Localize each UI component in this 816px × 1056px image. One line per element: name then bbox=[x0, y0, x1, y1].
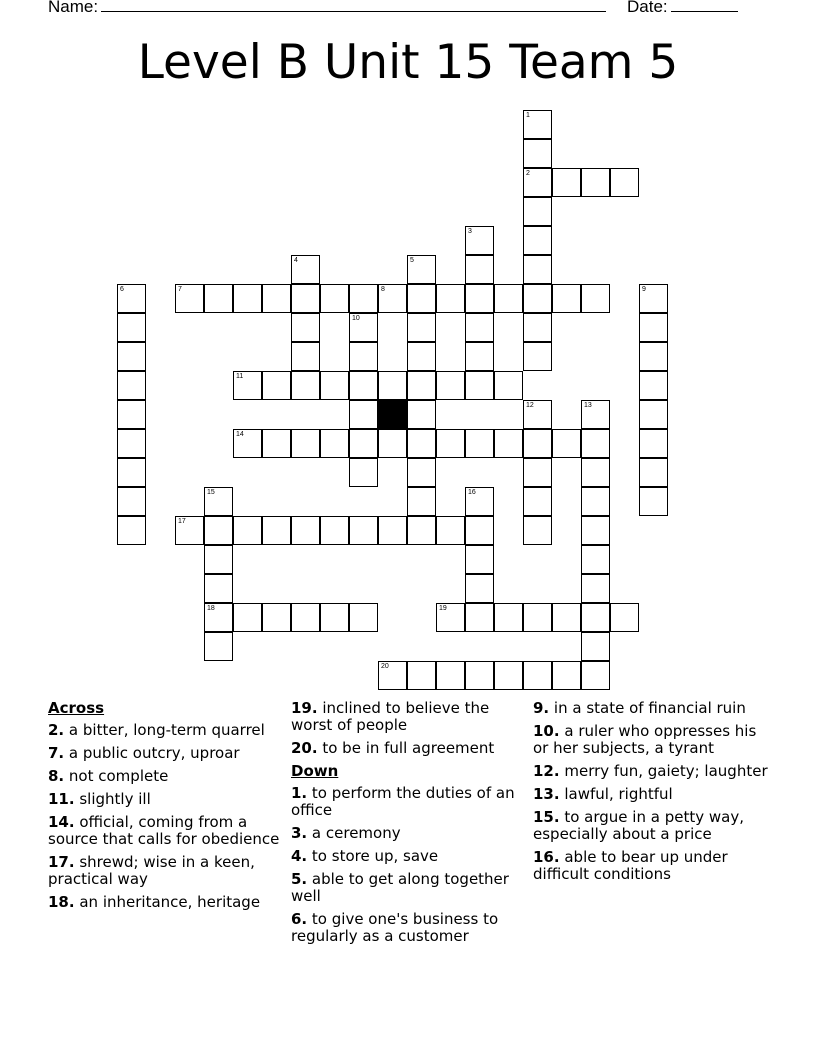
grid-cell[interactable] bbox=[262, 284, 291, 313]
grid-cell[interactable] bbox=[407, 284, 436, 313]
grid-cell[interactable] bbox=[494, 371, 523, 400]
cell-number: 16 bbox=[468, 489, 476, 496]
grid-cell[interactable] bbox=[117, 371, 146, 400]
cell-number: 14 bbox=[236, 431, 244, 438]
grid-cell[interactable] bbox=[465, 255, 494, 284]
grid-cell[interactable] bbox=[494, 661, 523, 690]
grid-cell[interactable] bbox=[610, 168, 639, 197]
grid-cell[interactable] bbox=[320, 429, 349, 458]
grid-cell[interactable] bbox=[436, 284, 465, 313]
grid-cell[interactable] bbox=[349, 284, 378, 313]
cell-number: 9 bbox=[642, 286, 646, 293]
grid-cell[interactable] bbox=[291, 255, 320, 284]
grid-cell[interactable] bbox=[204, 603, 233, 632]
grid-cell[interactable] bbox=[465, 545, 494, 574]
grid-cell[interactable] bbox=[581, 429, 610, 458]
clue-across-8: 8. not complete bbox=[48, 767, 169, 785]
grid-cell[interactable] bbox=[407, 313, 436, 342]
grid-cell[interactable] bbox=[378, 284, 407, 313]
clues-column-2 bbox=[291, 700, 526, 951]
grid-cell[interactable] bbox=[233, 284, 262, 313]
clue-across-7: 7. a public outcry, uproar bbox=[48, 744, 240, 762]
grid-cell[interactable] bbox=[436, 661, 465, 690]
grid-cell[interactable] bbox=[523, 516, 552, 545]
grid-cell-black bbox=[378, 400, 407, 429]
grid-cell[interactable] bbox=[291, 371, 320, 400]
grid-cell[interactable] bbox=[349, 429, 378, 458]
grid-cell[interactable] bbox=[581, 458, 610, 487]
clue-down-15: 15. to argue in a petty way, especially about a price bbox=[533, 808, 744, 843]
grid-cell[interactable] bbox=[378, 516, 407, 545]
grid-cell[interactable] bbox=[494, 603, 523, 632]
grid-cell[interactable] bbox=[407, 342, 436, 371]
grid-cell[interactable] bbox=[204, 487, 233, 516]
cell-number: 4 bbox=[294, 257, 298, 264]
clue-across-11: 11. slightly ill bbox=[48, 790, 151, 808]
grid-cell[interactable] bbox=[639, 342, 668, 371]
grid-cell[interactable] bbox=[204, 516, 233, 545]
grid-cell[interactable] bbox=[407, 371, 436, 400]
cell-number: 3 bbox=[468, 228, 472, 235]
clue-across-14: 14. official, coming from a source that calls for obedience bbox=[48, 813, 280, 848]
grid-cell[interactable] bbox=[465, 429, 494, 458]
across-heading: Across bbox=[48, 699, 105, 717]
grid-cell[interactable] bbox=[639, 313, 668, 342]
grid-cell[interactable] bbox=[581, 632, 610, 661]
grid-cell[interactable] bbox=[494, 429, 523, 458]
grid-cell[interactable] bbox=[117, 487, 146, 516]
clue-down-9: 9. in a state of financial ruin bbox=[533, 699, 746, 717]
grid-cell[interactable] bbox=[117, 458, 146, 487]
grid-cell[interactable] bbox=[407, 429, 436, 458]
grid-cell[interactable] bbox=[436, 429, 465, 458]
grid-cell[interactable] bbox=[407, 255, 436, 284]
grid-cell[interactable] bbox=[117, 429, 146, 458]
grid-cell[interactable] bbox=[581, 168, 610, 197]
grid-cell[interactable] bbox=[523, 603, 552, 632]
grid-cell[interactable] bbox=[320, 603, 349, 632]
cell-number: 5 bbox=[410, 257, 414, 264]
grid-cell[interactable] bbox=[291, 313, 320, 342]
grid-cell[interactable] bbox=[581, 603, 610, 632]
down-heading: Down bbox=[291, 762, 339, 780]
grid-cell[interactable] bbox=[320, 371, 349, 400]
clue-down-10: 10. a ruler who oppresses his or her subjects, a tyrant bbox=[533, 722, 757, 757]
grid-cell[interactable] bbox=[407, 516, 436, 545]
grid-cell[interactable] bbox=[175, 284, 204, 313]
grid-cell[interactable] bbox=[233, 371, 262, 400]
grid-cell[interactable] bbox=[523, 313, 552, 342]
grid-cell[interactable] bbox=[465, 284, 494, 313]
grid-cell[interactable] bbox=[552, 284, 581, 313]
clue-across-19: 19. inclined to believe the worst of people bbox=[291, 699, 490, 734]
cell-number: 1 bbox=[526, 112, 530, 119]
grid-cell[interactable] bbox=[552, 661, 581, 690]
grid-cell[interactable] bbox=[233, 429, 262, 458]
grid-cell[interactable] bbox=[523, 342, 552, 371]
grid-cell[interactable] bbox=[349, 400, 378, 429]
grid-cell[interactable] bbox=[349, 342, 378, 371]
grid-cell[interactable] bbox=[465, 487, 494, 516]
cell-number: 8 bbox=[381, 286, 385, 293]
grid-cell[interactable] bbox=[465, 371, 494, 400]
grid-cell[interactable] bbox=[465, 342, 494, 371]
grid-cell[interactable] bbox=[639, 458, 668, 487]
grid-cell[interactable] bbox=[262, 516, 291, 545]
grid-cell[interactable] bbox=[465, 661, 494, 690]
grid-cell[interactable] bbox=[117, 400, 146, 429]
clue-across-20: 20. to be in full agreement bbox=[291, 739, 495, 757]
grid-cell[interactable] bbox=[291, 603, 320, 632]
grid-cell[interactable] bbox=[523, 284, 552, 313]
grid-cell[interactable] bbox=[117, 342, 146, 371]
cell-number: 19 bbox=[439, 605, 447, 612]
grid-cell[interactable] bbox=[581, 661, 610, 690]
grid-cell[interactable] bbox=[523, 168, 552, 197]
grid-cell[interactable] bbox=[436, 516, 465, 545]
grid-cell[interactable] bbox=[581, 400, 610, 429]
grid-cell[interactable] bbox=[407, 400, 436, 429]
grid-cell[interactable] bbox=[581, 545, 610, 574]
grid-cell[interactable] bbox=[407, 458, 436, 487]
grid-cell[interactable] bbox=[378, 429, 407, 458]
grid-cell[interactable] bbox=[262, 603, 291, 632]
puzzle-title: Level B Unit 15 Team 5 bbox=[137, 35, 679, 90]
cell-number: 15 bbox=[207, 489, 215, 496]
grid-cell[interactable] bbox=[291, 516, 320, 545]
grid-cell[interactable] bbox=[523, 429, 552, 458]
grid-cell[interactable] bbox=[523, 110, 552, 139]
grid-cell[interactable] bbox=[349, 313, 378, 342]
grid-cell[interactable] bbox=[581, 574, 610, 603]
cell-number: 18 bbox=[207, 605, 215, 612]
grid-cell[interactable] bbox=[639, 400, 668, 429]
grid-cell[interactable] bbox=[639, 487, 668, 516]
cell-number: 7 bbox=[178, 286, 182, 293]
grid-cell[interactable] bbox=[204, 284, 233, 313]
grid-cell[interactable] bbox=[349, 603, 378, 632]
clue-down-3: 3. a ceremony bbox=[291, 824, 401, 842]
cell-number: 13 bbox=[584, 402, 592, 409]
grid-cell[interactable] bbox=[378, 661, 407, 690]
grid-cell[interactable] bbox=[117, 516, 146, 545]
clue-down-6: 6. to give one's business to regularly as a customer bbox=[291, 910, 499, 945]
grid-cell[interactable] bbox=[117, 313, 146, 342]
grid-cell[interactable] bbox=[233, 603, 262, 632]
grid-cell[interactable] bbox=[465, 574, 494, 603]
grid-cell[interactable] bbox=[581, 487, 610, 516]
date-label: Date: bbox=[627, 0, 668, 16]
grid-cell[interactable] bbox=[291, 429, 320, 458]
grid-cell[interactable] bbox=[262, 429, 291, 458]
clue-down-13: 13. lawful, rightful bbox=[533, 785, 673, 803]
grid-cell[interactable] bbox=[407, 487, 436, 516]
grid-cell[interactable] bbox=[552, 603, 581, 632]
grid-cell[interactable] bbox=[465, 603, 494, 632]
cell-number: 10 bbox=[352, 315, 360, 322]
grid-cell[interactable] bbox=[320, 284, 349, 313]
grid-cell[interactable] bbox=[639, 371, 668, 400]
grid-cell[interactable] bbox=[436, 603, 465, 632]
clue-down-12: 12. merry fun, gaiety; laughter bbox=[533, 762, 768, 780]
grid-cell[interactable] bbox=[581, 516, 610, 545]
grid-cell[interactable] bbox=[465, 313, 494, 342]
grid-cell[interactable] bbox=[436, 371, 465, 400]
cell-number: 11 bbox=[236, 373, 244, 380]
name-label: Name: bbox=[48, 0, 99, 16]
grid-cell[interactable] bbox=[465, 516, 494, 545]
clues-column-1 bbox=[48, 700, 283, 917]
grid-cell[interactable] bbox=[175, 516, 204, 545]
cell-number: 2 bbox=[526, 170, 530, 177]
grid-cell[interactable] bbox=[320, 516, 349, 545]
grid-cell[interactable] bbox=[407, 661, 436, 690]
grid-cell[interactable] bbox=[233, 516, 262, 545]
grid-cell[interactable] bbox=[204, 632, 233, 661]
grid-cell[interactable] bbox=[610, 603, 639, 632]
grid-cell[interactable] bbox=[639, 429, 668, 458]
grid-cell[interactable] bbox=[523, 139, 552, 168]
grid-cell[interactable] bbox=[204, 574, 233, 603]
cell-number: 6 bbox=[120, 286, 124, 293]
grid-cell[interactable] bbox=[349, 516, 378, 545]
clue-across-17: 17. shrewd; wise in a keen, practical way bbox=[48, 853, 255, 888]
grid-cell[interactable] bbox=[291, 342, 320, 371]
grid-cell[interactable] bbox=[349, 371, 378, 400]
clue-down-4: 4. to store up, save bbox=[291, 847, 439, 865]
grid-cell[interactable] bbox=[465, 226, 494, 255]
cell-number: 12 bbox=[526, 402, 534, 409]
grid-cell[interactable] bbox=[204, 545, 233, 574]
grid-cell[interactable] bbox=[494, 284, 523, 313]
grid-cell[interactable] bbox=[378, 371, 407, 400]
grid-cell[interactable] bbox=[523, 661, 552, 690]
grid-cell[interactable] bbox=[291, 284, 320, 313]
grid-cell[interactable] bbox=[523, 400, 552, 429]
grid-cell[interactable] bbox=[581, 284, 610, 313]
grid-cell[interactable] bbox=[639, 284, 668, 313]
clue-down-5: 5. able to get along together well bbox=[291, 870, 509, 905]
clue-across-18: 18. an inheritance, heritage bbox=[48, 893, 261, 911]
grid-cell[interactable] bbox=[523, 458, 552, 487]
grid-cell[interactable] bbox=[117, 284, 146, 313]
cell-number: 17 bbox=[178, 518, 186, 525]
cell-number: 20 bbox=[381, 663, 389, 670]
clues-column-3 bbox=[533, 700, 768, 889]
grid-cell[interactable] bbox=[523, 197, 552, 226]
clue-down-1: 1. to perform the duties of an office bbox=[291, 784, 515, 819]
grid-cell[interactable] bbox=[523, 255, 552, 284]
clue-down-16: 16. able to bear up under difficult conditions bbox=[533, 848, 728, 883]
grid-cell[interactable] bbox=[552, 168, 581, 197]
grid-cell[interactable] bbox=[349, 458, 378, 487]
grid-cell[interactable] bbox=[262, 371, 291, 400]
grid-cell[interactable] bbox=[552, 429, 581, 458]
grid-cell[interactable] bbox=[523, 487, 552, 516]
grid-cell[interactable] bbox=[523, 226, 552, 255]
clue-across-2: 2. a bitter, long-term quarrel bbox=[48, 721, 265, 739]
